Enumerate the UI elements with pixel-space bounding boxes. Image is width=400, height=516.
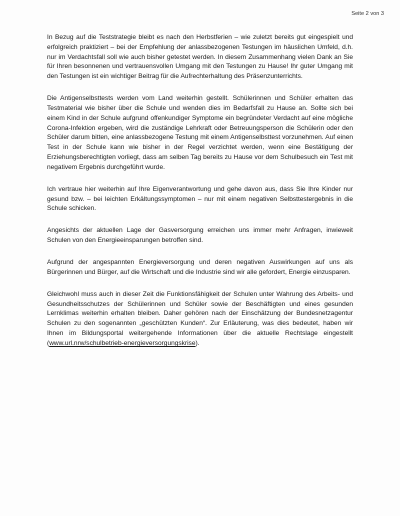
page-number: Seite 2 von 3 (351, 11, 384, 17)
info-link[interactable]: www.url.nrw/schulbetrieb-energieversorgungskrise (49, 339, 196, 347)
paragraph-test-strategy: In Bezug auf die Teststrategie bleibt es nach den Herbstferien – wie zuletzt bereits gut eingespielt und erfolgreich praktiziert – bei der Empfehlung der anlassbezogenen Testungen im häuslichen Umfeld, d.h. nur im Verdachtsfall soll wie auch bisher getestet werden. In diesem Zusammenhang vielen Dank an Sie für Ihren besonnenen und vertrauensvollen Umgang mit den Testungen zu Hause! Ihr guter Umgang mit den Testungen ist ein wichtiger Beitrag für die Aufrechterhaltung des Präsenzunterrichts. (47, 34, 353, 81)
link-close-paren: ). (195, 339, 200, 347)
paragraph-personal-responsibility: Ich vertraue hier weiterhin auf Ihre Eigenverantwortung und gehe davon aus, dass Sie Ihre Kinder nur gesund bzw. – bei leichten Erkältungssymptomen – nur mit einem negativen Selbsttestergebnis in die Schule schicken. (47, 185, 353, 213)
paragraph-school-operation (47, 290, 353, 349)
paragraph-energy-saving: Aufgrund der angespannten Energieversorgung und deren negativen Auswirkungen auf uns als Bürgerinnen und Bürger, auf die Wirtschaft und die Industrie sind wir alle gefordert, Energie einzusparen. (47, 259, 353, 276)
paragraph-antigen-tests: Die Antigenselbsttests werden vom Land weiterhin gestellt. Schülerinnen und Schüler erhalten das Testmaterial wie bisher über die Schule und wenden dies im Bedarfsfall zu Hause an. Sollte sich bei einem Kind in der Schule aufgrund offenkundiger Symptome ein begründeter Verdacht auf eine mögliche Corona-Infektion ergeben, wird die zuständige Lehrkraft oder Betreuungsperson die Schülerin oder den Schüler darum bitten, eine anlassbezogene Testung mit einem Antigenselbsttest vorzunehmen. Auf einen Test in der Schule kann wie bisher in der Regel verzichtet werden, wenn eine Bestätigung der Erziehungsberechtigten vorliegt, dass am selben Tag bereits zu Hause vor dem Schulbesuch ein Test mit negativem Ergebnis durchgeführt wurde. (47, 95, 353, 171)
paragraph-gas-supply: Angesichts der aktuellen Lage der Gasversorgung erreichen uns immer mehr Anfragen, inwieweit Schulen von den Energieeinsparungen betroffen sind. (47, 227, 353, 245)
link-open-paren: ( (47, 339, 50, 347)
letter-body (47, 33, 353, 349)
paragraph-school-operation-text: Gleichwohl muss auch in dieser Zeit die Funktionsfähigkeit der Schulen unter Wahrung des Arbeits- und Gesundheitsschutzes der Schülerinnen und Schüler sowie der Beschäftigten und eines gesunden Lernklimas weiterhin erhalten bleiben. Daher gehören nach der Einschätzung der Bundesnetzagentur Schulen zu den sogenannten „geschützten Kunden“. Zur Erläuterung, was dies bedeutet, haben wir Ihnen im Bildungsportal weitergehende Informationen über die aktuelle Rechtslage eingestellt (47, 290, 353, 338)
